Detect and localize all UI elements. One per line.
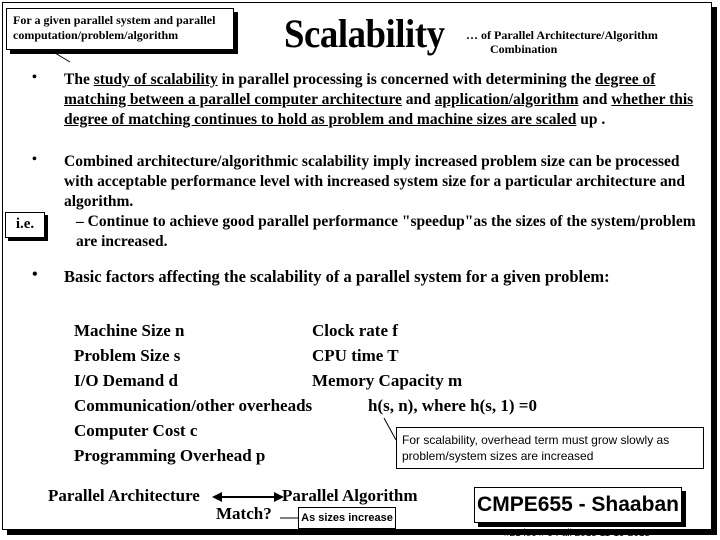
subtitle-line2: Combination (490, 42, 558, 56)
bullet-marker: • (32, 70, 37, 85)
as-sizes-increase-box: As sizes increase (298, 507, 396, 529)
subtitle-line1: … of Parallel Architecture/Algorithm (466, 28, 658, 42)
page-subtitle (466, 28, 658, 56)
bullet-1-text: The study of scalability in parallel processing is concerned with determining the degree of matching between a parallel computer architecture and application/algorithm and whether this degree of matching continues to hold as problem and machine sizes are scaled up . (64, 71, 694, 128)
factor-computer-cost: Computer Cost c (74, 421, 198, 440)
parallel-architecture-label: Parallel Architecture (48, 486, 200, 505)
bullet-2-text: Combined architecture/algorithmic scalability imply increased problem size can be processed with acceptable performance level with increased system size for a particular architecture and algorithm. (64, 153, 686, 210)
match-arrow-left-head (212, 492, 222, 502)
slide-footer: #21 lec # 9 Fall 2015 11-19-2015 (504, 528, 651, 539)
bullet-2-dash: – Continue to achieve good parallel performance "speedup"as the sizes of the system/problem are increased. (76, 213, 696, 250)
factor-programming-overhead: Programming Overhead p (74, 446, 266, 465)
bullet-marker: • (32, 266, 38, 283)
factor-problem-size: Problem Size s (74, 346, 181, 365)
callout-pointer (384, 418, 396, 440)
factor-memory-capacity: Memory Capacity m (312, 371, 463, 390)
factor-cpu-time: CPU time T (312, 346, 399, 365)
course-badge: CMPE655 - Shaaban (474, 487, 682, 523)
factor-io-demand: I/O Demand d (74, 371, 178, 390)
parallel-algorithm-label: Parallel Algorithm (282, 486, 418, 505)
ie-label: i.e. (5, 212, 45, 238)
overhead-callout: For scalability, overhead term must grow slowly as problem/system sizes are increased (396, 427, 704, 469)
factor-communication: Communication/other overheads (74, 396, 313, 415)
match-label: Match? (216, 504, 272, 523)
factor-machine-size: Machine Size n (74, 321, 185, 340)
factor-clock-rate: Clock rate f (312, 321, 398, 340)
factor-overhead-function: h(s, n), where h(s, 1) =0 (368, 396, 537, 415)
bullet-3-text: Basic factors affecting the scalability of a parallel system for a given problem: (64, 267, 610, 286)
page-title: Scalability (284, 11, 445, 56)
topnote-box: For a given parallel system and parallel computation/problem/algorithm (6, 8, 234, 50)
bullet-marker: • (32, 152, 37, 167)
topnote-connector (50, 50, 70, 62)
